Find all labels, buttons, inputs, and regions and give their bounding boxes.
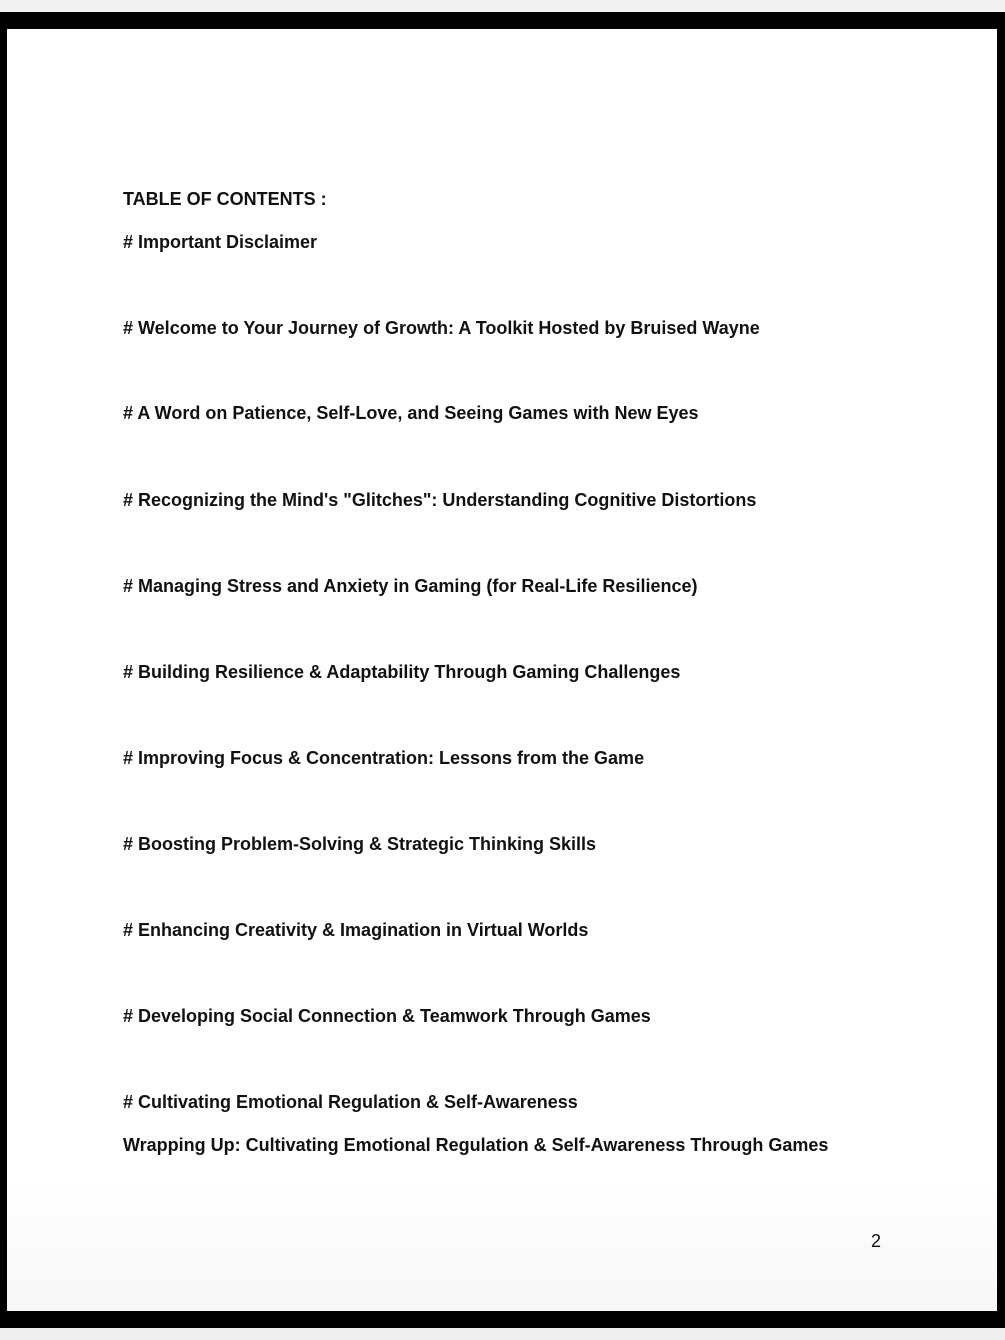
toc-entry-problem-solving: # Boosting Problem-Solving & Strategic Thinking Skills: [123, 834, 597, 854]
previous-page-edge: [0, 0, 1005, 12]
toc-entry-patience-self-love: # A Word on Patience, Self-Love, and Seeing Games with New Eyes: [123, 403, 699, 423]
toc-entry-cognitive-distortions: # Recognizing the Mind's "Glitches": Understanding Cognitive Distortions: [123, 490, 757, 510]
document-page: [7, 29, 997, 1311]
next-page-edge: [0, 1328, 1005, 1340]
toc-entry-wrapping-up: Wrapping Up: Cultivating Emotional Regulation & Self-Awareness Through Games: [123, 1135, 829, 1155]
toc-entry-focus: # Improving Focus & Concentration: Lessons from the Game: [123, 748, 645, 768]
toc-entry-creativity: # Enhancing Creativity & Imagination in Virtual Worlds: [123, 920, 589, 940]
toc-heading: TABLE OF CONTENTS :: [123, 189, 327, 209]
toc-entry-resilience: # Building Resilience & Adaptability Through Gaming Challenges: [123, 662, 681, 682]
page-number: 2: [871, 1231, 882, 1251]
toc-entry-social-connection: # Developing Social Connection & Teamwork Through Games: [123, 1006, 651, 1026]
toc-entry-welcome: # Welcome to Your Journey of Growth: A Toolkit Hosted by Bruised Wayne: [123, 318, 760, 338]
toc-entry-stress-anxiety: # Managing Stress and Anxiety in Gaming (for Real-Life Resilience): [123, 576, 698, 596]
toc-entry-emotional-regulation: # Cultivating Emotional Regulation & Self-Awareness: [123, 1092, 578, 1112]
toc-entry-important-disclaimer: # Important Disclaimer: [123, 232, 318, 252]
